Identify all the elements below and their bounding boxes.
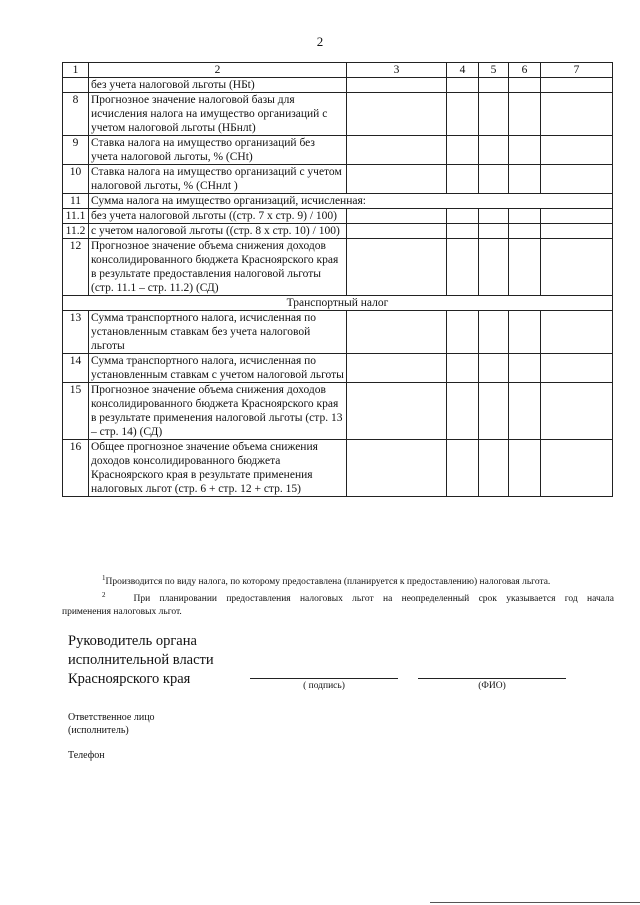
value-cell-col-7[interactable] xyxy=(541,136,613,165)
table-header-row xyxy=(63,63,613,78)
table-row xyxy=(63,194,613,209)
row-number: 15 xyxy=(63,383,89,440)
row-description: без учета налоговой льготы ((стр. 7 x стр. 9) / 100) xyxy=(89,209,347,224)
value-cell-col-6[interactable] xyxy=(509,78,541,93)
value-cell-col-6[interactable] xyxy=(509,224,541,239)
value-cell-col-7[interactable] xyxy=(541,383,613,440)
fio-line[interactable] xyxy=(418,678,566,679)
row-description: без учета налоговой льготы (НБt) xyxy=(89,78,347,93)
table-row xyxy=(63,93,613,136)
value-cell-col-3[interactable] xyxy=(347,209,447,224)
page-edge-line xyxy=(430,902,640,903)
row-number: 8 xyxy=(63,93,89,136)
footnotes xyxy=(62,572,614,619)
row-description: Прогнозное значение объема снижения доходов консолидированного бюджета Красноярского края в результате применения налоговой льготы (стр. 13 – стр. 14) (СД) xyxy=(89,383,347,440)
value-cell-col-6[interactable] xyxy=(509,93,541,136)
value-cell-col-5[interactable] xyxy=(479,239,509,296)
section-row xyxy=(63,296,613,311)
section-title: Транспортный налог xyxy=(63,296,613,311)
row-number: 13 xyxy=(63,311,89,354)
footnote-2 xyxy=(62,589,614,606)
column-header-6: 6 xyxy=(509,63,541,78)
row-number xyxy=(63,78,89,93)
signature-caption: ( подпись) xyxy=(303,681,345,691)
table-row xyxy=(63,224,613,239)
column-header-1: 1 xyxy=(63,63,89,78)
value-cell-col-5[interactable] xyxy=(479,311,509,354)
table-row xyxy=(63,311,613,354)
value-cell-col-6[interactable] xyxy=(509,440,541,497)
value-cell-col-3[interactable] xyxy=(347,354,447,383)
value-cell-col-7[interactable] xyxy=(541,239,613,296)
value-cell-col-3[interactable] xyxy=(347,440,447,497)
value-cell-col-7[interactable] xyxy=(541,354,613,383)
row-description: Сумма транспортного налога, исчисленная по установленным ставкам с учетом налоговой льготы xyxy=(89,354,347,383)
fio-caption: (ФИО) xyxy=(478,681,506,691)
table-row xyxy=(63,165,613,194)
value-cell-col-6[interactable] xyxy=(509,311,541,354)
table-row xyxy=(63,440,613,497)
table-row xyxy=(63,383,613,440)
row-description: Сумма транспортного налога, исчисленная по установленным ставкам без учета налоговой льготы xyxy=(89,311,347,354)
value-cell-col-3[interactable] xyxy=(347,224,447,239)
signature-title-line-2: исполнительной власти xyxy=(68,652,214,668)
signature-line[interactable] xyxy=(250,678,398,679)
value-cell-col-4[interactable] xyxy=(447,383,479,440)
value-cell-col-5[interactable] xyxy=(479,383,509,440)
row-description: Ставка налога на имущество организаций с учетом налоговой льготы, % (СНнлt ) xyxy=(89,165,347,194)
row-number: 10 xyxy=(63,165,89,194)
value-cell-col-4[interactable] xyxy=(447,165,479,194)
tax-benefit-table xyxy=(62,62,613,497)
value-cell-col-4[interactable] xyxy=(447,311,479,354)
value-cell-col-5[interactable] xyxy=(479,165,509,194)
row-number: 14 xyxy=(63,354,89,383)
value-cell-col-5[interactable] xyxy=(479,440,509,497)
phone-label: Телефон xyxy=(68,750,105,761)
value-cell-col-3[interactable] xyxy=(347,311,447,354)
table-row xyxy=(63,239,613,296)
value-cell-col-4[interactable] xyxy=(447,209,479,224)
value-cell-col-6[interactable] xyxy=(509,209,541,224)
value-cell-col-7[interactable] xyxy=(541,440,613,497)
value-cell-col-6[interactable] xyxy=(509,165,541,194)
value-cell-col-3[interactable] xyxy=(347,136,447,165)
value-cell-col-5[interactable] xyxy=(479,224,509,239)
row-number: 11 xyxy=(63,194,89,209)
value-cell-col-7[interactable] xyxy=(541,165,613,194)
column-header-7: 7 xyxy=(541,63,613,78)
responsible-sub-label: (исполнитель) xyxy=(68,725,129,736)
footnote-2-continuation: применения налоговых льгот. xyxy=(62,607,182,618)
table-row xyxy=(63,136,613,165)
value-cell-col-4[interactable] xyxy=(447,93,479,136)
column-header-4: 4 xyxy=(447,63,479,78)
value-cell-col-4[interactable] xyxy=(447,354,479,383)
value-cell-col-4[interactable] xyxy=(447,239,479,296)
row-description: Прогнозное значение объема снижения доходов консолидированного бюджета Красноярского края в результате предоставления налоговой льготы (стр. 11.1 – стр. 11.2) (СД) xyxy=(89,239,347,296)
value-cell-col-5[interactable] xyxy=(479,78,509,93)
value-cell-col-4[interactable] xyxy=(447,78,479,93)
footnote-2-text: При планировании предоставления налоговых льгот на неопределенный срок указывается год начала xyxy=(133,594,615,605)
value-cell-col-6[interactable] xyxy=(509,354,541,383)
value-cell-col-5[interactable] xyxy=(479,136,509,165)
column-header-5: 5 xyxy=(479,63,509,78)
value-cell-col-5[interactable] xyxy=(479,209,509,224)
value-cell-col-7[interactable] xyxy=(541,311,613,354)
footnote-1-mark: 1 xyxy=(102,574,106,582)
value-cell-col-6[interactable] xyxy=(509,239,541,296)
row-description: Общее прогнозное значение объема снижения доходов консолидированного бюджета Красноярского края в результате применения налоговых льгот (стр. 6 + стр. 12 + стр. 15) xyxy=(89,440,347,497)
table-body xyxy=(63,78,613,497)
column-header-3: 3 xyxy=(347,63,447,78)
row-description: с учетом налоговой льготы ((стр. 8 x стр. 10) / 100) xyxy=(89,224,347,239)
signature-title-line-3: Красноярского края xyxy=(68,671,191,687)
column-header-2: 2 xyxy=(89,63,347,78)
table-row xyxy=(63,354,613,383)
footnote-2-mark: 2 xyxy=(102,591,106,600)
value-cell-col-7[interactable] xyxy=(541,224,613,239)
responsible-label: Ответственное лицо xyxy=(68,712,155,723)
value-cell-col-7[interactable] xyxy=(541,209,613,224)
value-cell-col-7[interactable] xyxy=(541,93,613,136)
row-number: 11.2 xyxy=(63,224,89,239)
value-cell-col-5[interactable] xyxy=(479,354,509,383)
row-description: Прогнозное значение налоговой базы для исчисления налога на имущество организаций с учетом налоговой льготы (НБнлt) xyxy=(89,93,347,136)
value-cell-col-4[interactable] xyxy=(447,136,479,165)
footnote-1 xyxy=(62,572,614,589)
row-description: Сумма налога на имущество организаций, исчисленная: xyxy=(89,194,613,209)
row-number: 11.1 xyxy=(63,209,89,224)
row-number: 9 xyxy=(63,136,89,165)
value-cell-col-3[interactable] xyxy=(347,383,447,440)
value-cell-col-3[interactable] xyxy=(347,239,447,296)
footnote-1-text: Производится по виду налога, по которому предоставлена (планируется к предоставлению) налоговая льгота. xyxy=(105,577,551,588)
signature-title-line-1: Руководитель органа xyxy=(68,633,197,649)
row-description: Ставка налога на имущество организаций без учета налоговой льготы, % (СНt) xyxy=(89,136,347,165)
row-number: 16 xyxy=(63,440,89,497)
value-cell-col-6[interactable] xyxy=(509,136,541,165)
value-cell-col-3[interactable] xyxy=(347,165,447,194)
value-cell-col-5[interactable] xyxy=(479,93,509,136)
row-number: 12 xyxy=(63,239,89,296)
table-row xyxy=(63,209,613,224)
table-row xyxy=(63,78,613,93)
value-cell-col-7[interactable] xyxy=(541,78,613,93)
value-cell-col-4[interactable] xyxy=(447,224,479,239)
page-number: 2 xyxy=(316,34,324,49)
value-cell-col-3[interactable] xyxy=(347,78,447,93)
value-cell-col-6[interactable] xyxy=(509,383,541,440)
value-cell-col-3[interactable] xyxy=(347,93,447,136)
signature-block xyxy=(68,632,214,689)
value-cell-col-4[interactable] xyxy=(447,440,479,497)
